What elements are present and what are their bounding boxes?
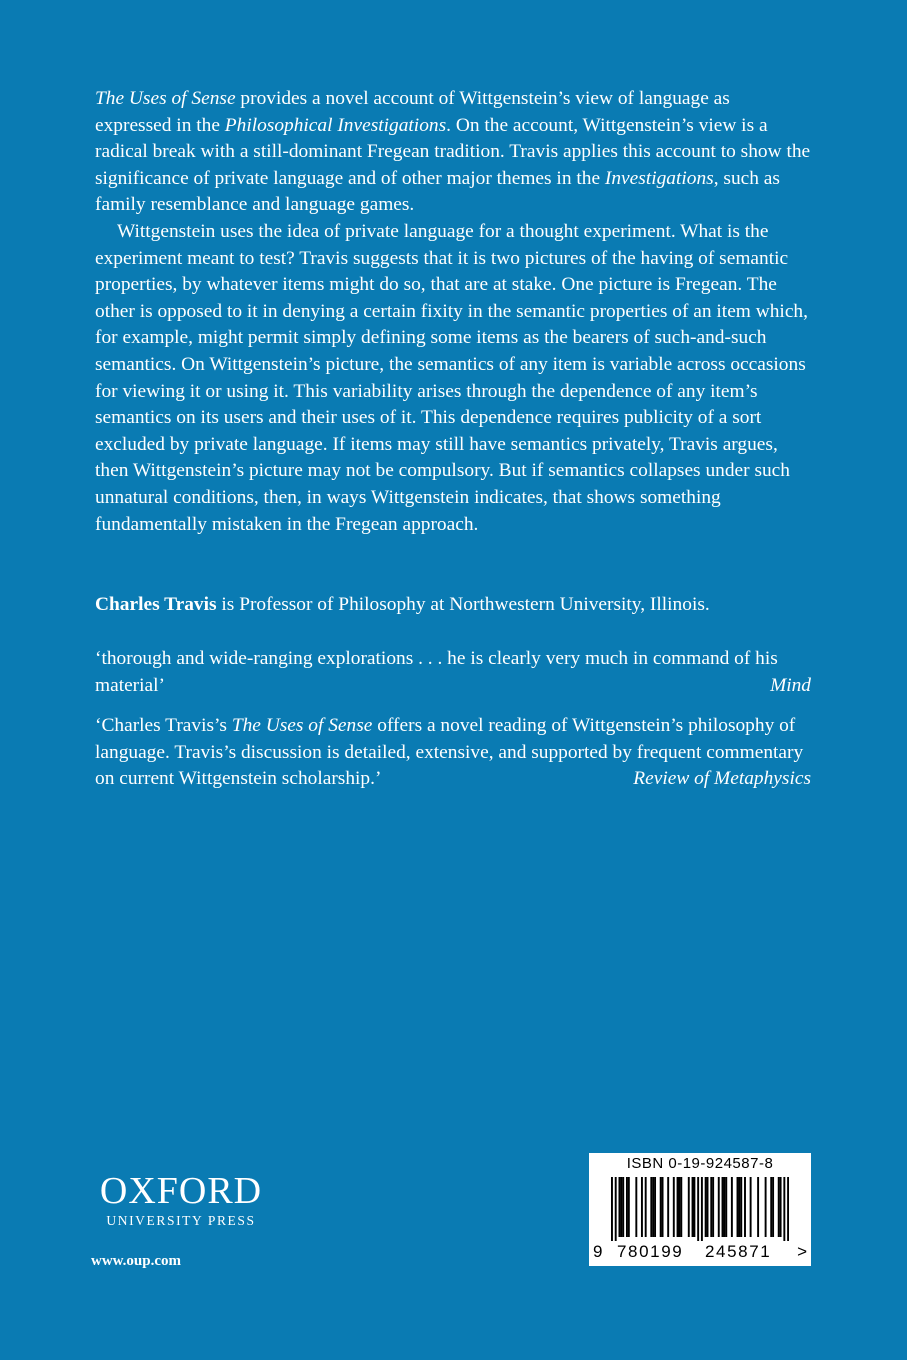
blurb-paragraph-1 xyxy=(95,86,811,219)
barcode-bar xyxy=(692,1177,694,1237)
ean-left-digits: 780199 xyxy=(617,1242,684,1261)
barcode-graphic xyxy=(611,1177,789,1241)
barcode-bar xyxy=(765,1177,767,1237)
barcode-bar xyxy=(652,1177,654,1237)
author-name: Charles Travis xyxy=(95,594,217,615)
barcode-bar xyxy=(622,1177,624,1237)
barcode-bar xyxy=(688,1177,690,1237)
barcode-bar xyxy=(618,1177,620,1237)
barcode-bar xyxy=(677,1177,679,1237)
review-text: ‘Charles Travis’s xyxy=(95,715,232,736)
barcode-bar xyxy=(738,1177,740,1237)
publisher-logo xyxy=(91,1172,271,1230)
author-bio xyxy=(95,592,811,619)
blurb-text: , such as family resemblance and language games. xyxy=(95,167,780,216)
barcode-bar xyxy=(680,1177,682,1237)
isbn-barcode xyxy=(589,1153,811,1266)
review-text: ‘thorough and wide-ranging explorations . . . he is clearly very much in command of his material’ xyxy=(95,648,778,696)
publisher-url: www.oup.com xyxy=(91,1253,182,1269)
barcode-bar xyxy=(718,1177,720,1237)
publisher-subtitle: UNIVERSITY PRESS xyxy=(106,1213,256,1228)
barcode-bar xyxy=(737,1177,739,1237)
barcode-guard-bar xyxy=(611,1177,613,1241)
barcode-bar xyxy=(744,1177,746,1237)
ean-digits xyxy=(589,1241,811,1263)
review-source: Mind xyxy=(770,674,811,696)
barcode-bar xyxy=(750,1177,752,1237)
barcode-bar xyxy=(645,1177,647,1237)
barcode-bar xyxy=(628,1177,630,1237)
barcode-bar xyxy=(667,1177,669,1237)
blurb-paragraph-2: Wittgenstein uses the idea of private language for a thought experiment. What is the experiment meant to test? Travis suggests that it is two pictures of the having of semantic properties, by whatever items might do so, that are at stake. One picture is Fregean. The other is opposed to it in denying a certain fixity in the semantic properties of an item which, for example, might permit simply defining some items as the bearers of such-and-such semantics. On Wittgenstein’s picture, the semantics of any item is variable across occasions for viewing it or using it. This variability arises through the dependence of any item’s semantics on its users and their uses of it. This dependence requires publicity of a sort excluded by private language. If items may still have semantics privately, Travis argues, then Wittgenstein’s picture may not be compulsory. But if semantics collapses under such unnatural conditions, then, in ways Wittgenstein indicates, that shows something fundamentally mistaken in the Fregean approach. xyxy=(95,220,808,535)
barcode-bar xyxy=(772,1177,774,1237)
review-quote-1 xyxy=(95,646,811,699)
barcode-guard-bar xyxy=(787,1177,789,1241)
blurb-text: . On the account, Wittgenstein’s view is a radical break with a still-dominant Fregean tradition. Travis applies this account to show the significance of private language and of other major themes in the xyxy=(95,114,811,189)
barcode-bar xyxy=(654,1177,656,1237)
barcode-bar xyxy=(707,1177,709,1237)
barcode-guard-bar xyxy=(783,1177,785,1241)
barcode-bar xyxy=(778,1177,780,1237)
work-title-italic: Philosophical Investigations xyxy=(224,114,447,136)
barcode-guard-bar xyxy=(697,1177,699,1241)
barcode-bar xyxy=(635,1177,637,1237)
barcode-bar xyxy=(620,1177,622,1237)
barcode-bar xyxy=(712,1177,714,1237)
barcode-bar xyxy=(780,1177,782,1237)
barcode-bar xyxy=(725,1177,727,1237)
review-quote-2 xyxy=(95,713,811,793)
barcode-bar xyxy=(722,1177,724,1237)
barcode-bars xyxy=(611,1177,789,1241)
book-title-italic: The Uses of Sense xyxy=(231,715,373,736)
review-text: offers a novel reading of Wittgenstein’s philosophy of language. Travis’s discussion is detailed, extensive, and supported by frequent commentary on current Wittgenstein scholarship.’ xyxy=(95,715,804,790)
publisher-name: OXFORD xyxy=(99,1170,263,1212)
review-source: Review of Metaphysics xyxy=(633,768,811,790)
barcode-bar xyxy=(673,1177,675,1237)
author-bio-text: is Professor of Philosophy at Northwestern University, Illinois. xyxy=(216,594,710,615)
barcode-bar xyxy=(662,1177,664,1237)
ean-right-digits: 245871 xyxy=(705,1242,772,1261)
barcode-bar xyxy=(693,1177,695,1237)
barcode-bar xyxy=(723,1177,725,1237)
barcode-bar xyxy=(678,1177,680,1237)
barcode-bar xyxy=(731,1177,733,1237)
blurb-text: provides a novel account of Wittgenstein’s view of language as expressed in the xyxy=(95,88,730,136)
barcode-bar xyxy=(770,1177,772,1237)
ean-first-digit: 9 xyxy=(593,1242,603,1261)
barcode-bar xyxy=(641,1177,643,1237)
barcode-bar xyxy=(710,1177,712,1237)
book-title-italic: The Uses of Sense xyxy=(95,88,236,109)
work-title-italic: Investigations xyxy=(604,167,714,189)
barcode-guard-bar xyxy=(615,1177,617,1241)
barcode-bar xyxy=(757,1177,759,1237)
barcode-bar xyxy=(650,1177,652,1237)
barcode-bar xyxy=(626,1177,628,1237)
barcode-bar xyxy=(705,1177,707,1237)
ean-arrow: > xyxy=(797,1242,807,1261)
barcode-guard-bar xyxy=(701,1177,703,1241)
isbn-number: ISBN 0-19-924587-8 xyxy=(626,1155,774,1172)
barcode-bar xyxy=(660,1177,662,1237)
barcode-bar xyxy=(740,1177,742,1237)
description-blurb xyxy=(95,86,811,538)
